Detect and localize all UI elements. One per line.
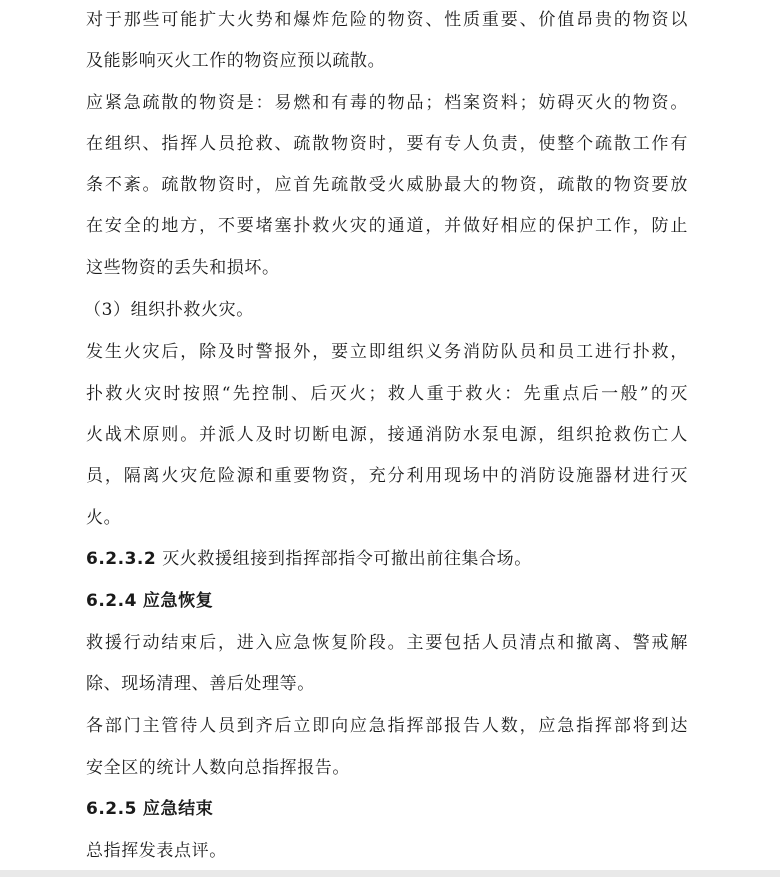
section-number: 6.2.5 — [86, 799, 137, 819]
section-heading-6232 — [86, 547, 532, 571]
section-title: 应急结束 — [142, 799, 214, 819]
paragraph-line: 除、现场清理、善后处理等。 — [86, 674, 315, 694]
paragraph-line: 扑救火灾时按照“先控制、后灭火；救人重于救火：先重点后一般”的灭 — [86, 384, 688, 404]
section-heading-624 — [86, 589, 213, 613]
paragraph-line: 火战术原则。并派人及时切断电源，接通消防水泵电源，组织抢救伤亡人 — [86, 425, 688, 445]
paragraph-line: 及能影响灭火工作的物资应预以疏散。 — [86, 51, 386, 71]
section-number: 6.2.3.2 — [86, 549, 157, 569]
section-heading-625 — [86, 797, 213, 821]
paragraph-line: 火。 — [86, 508, 122, 528]
paragraph-line: 救援行动结束后，进入应急恢复阶段。主要包括人员清点和撤离、警戒解 — [86, 633, 688, 653]
paragraph-line: 在安全的地方，不要堵塞扑救火灾的通道，并做好相应的保护工作，防止 — [86, 216, 688, 236]
page-bottom-edge — [0, 870, 780, 877]
paragraph-line: 对于那些可能扩大火势和爆炸危险的物资、性质重要、价值昂贵的物资以 — [86, 10, 688, 30]
paragraph-line: 总指挥发表点评。 — [86, 841, 227, 861]
paragraph-line: 员，隔离火灾危险源和重要物资，充分利用现场中的消防设施器材进行灭 — [86, 466, 688, 486]
paragraph-line: 条不紊。疏散物资时，应首先疏散受火威胁最大的物资，疏散的物资要放 — [86, 175, 688, 195]
paragraph-line: 这些物资的丢失和损坏。 — [86, 258, 280, 278]
section-title: 灭火救援组接到指挥部指令可撤出前往集合场。 — [162, 549, 532, 569]
list-item-heading: （3）组织扑救火灾。 — [84, 300, 254, 320]
paragraph-line: 应紧急疏散的物资是：易燃和有毒的物品；档案资料；妨碍灭火的物资。 — [86, 93, 688, 113]
section-title: 应急恢复 — [142, 591, 214, 611]
paragraph-line: 发生火灾后，除及时警报外，要立即组织义务消防队员和员工进行扑救， — [86, 342, 688, 362]
section-number: 6.2.4 — [86, 591, 137, 611]
paragraph-line: 各部门主管待人员到齐后立即向应急指挥部报告人数，应急指挥部将到达 — [86, 716, 688, 736]
paragraph-line: 在组织、指挥人员抢救、疏散物资时，要有专人负责，使整个疏散工作有 — [86, 134, 688, 154]
paragraph-line: 安全区的统计人数向总指挥报告。 — [86, 758, 350, 778]
